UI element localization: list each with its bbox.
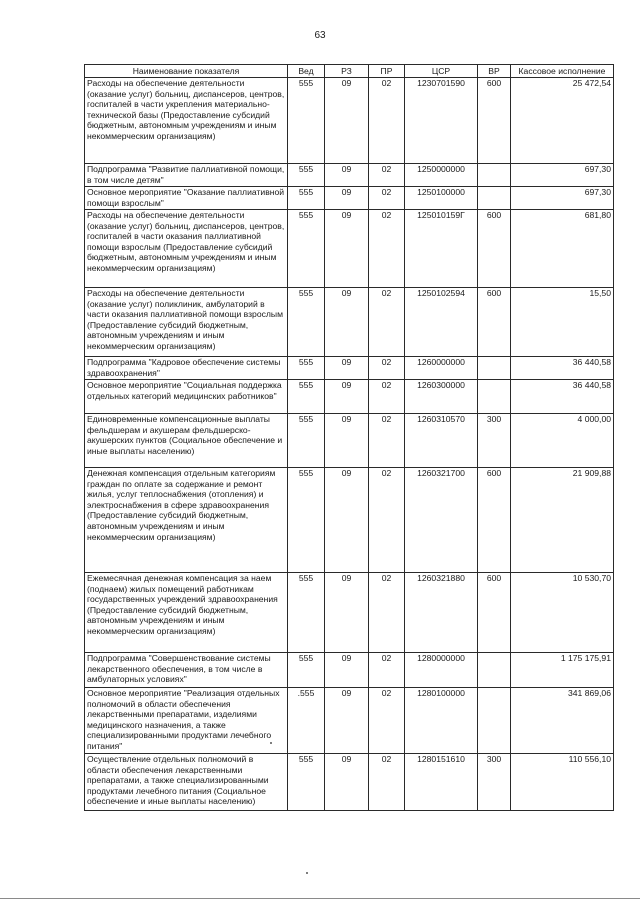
row-ved: 555 [288, 164, 325, 187]
row-amount: 21 909,88 [511, 468, 614, 573]
table-row [85, 288, 614, 357]
row-vr [478, 164, 511, 187]
row-ved: 555 [288, 357, 325, 380]
row-ved: 555 [288, 78, 325, 164]
budget-execution-table [84, 64, 614, 811]
row-pr: 02 [369, 414, 405, 468]
row-name: Расходы на обеспечение деятельности (оказание услуг) больниц, диспансеров, центров, госпиталей в части оказания паллиативной помощи взрослым (Предоставление субсидий бюджетным, автономным учреждениям и иным некоммерческим организациям) [85, 210, 288, 288]
row-ved: 555 [288, 288, 325, 357]
row-pr: 02 [369, 164, 405, 187]
row-name: Подпрограмма "Кадровое обеспечение системы здравоохранения" [85, 357, 288, 380]
row-csr: 1250102594 [405, 288, 478, 357]
row-name: Денежная компенсация отдельным категориям граждан по оплате за содержание и ремонт жилья, услуг теплоснабжения (отопления) и электроснабжения в сфере здравоохранения (Предоставление субсидий бюджетным, автономным учреждениям и иным некоммерческим организациям) [85, 468, 288, 573]
row-amount: 36 440,58 [511, 357, 614, 380]
row-amount: 10 530,70 [511, 573, 614, 653]
row-rz: 09 [325, 754, 369, 811]
row-rz: 09 [325, 210, 369, 288]
row-rz: 09 [325, 380, 369, 414]
row-name: Ежемесячная денежная компенсация за наем (поднаем) жилых помещений работникам государственных учреждений здравоохранения (Предоставление субсидий бюджетным, автономным учреждениям и иным некоммерческим организациям) [85, 573, 288, 653]
table-row [85, 380, 614, 414]
row-rz: 09 [325, 288, 369, 357]
row-ved: 555 [288, 187, 325, 210]
table-row [85, 688, 614, 754]
row-rz: 09 [325, 688, 369, 754]
row-amount: 110 556,10 [511, 754, 614, 811]
table-row [85, 414, 614, 468]
row-vr: 600 [478, 573, 511, 653]
row-pr: 02 [369, 468, 405, 573]
row-csr: 1260000000 [405, 357, 478, 380]
row-vr: 300 [478, 754, 511, 811]
row-rz: 09 [325, 78, 369, 164]
header-ved: Вед [288, 65, 325, 78]
row-csr: 1260321700 [405, 468, 478, 573]
row-csr: 1260310570 [405, 414, 478, 468]
row-rz: 09 [325, 653, 369, 688]
row-rz: 09 [325, 573, 369, 653]
row-name: Основное мероприятие "Социальная поддержка отдельных категорий медицинских работников" [85, 380, 288, 414]
row-amount: 681,80 [511, 210, 614, 288]
row-pr: 02 [369, 688, 405, 754]
row-rz: 09 [325, 187, 369, 210]
table-header-row [85, 65, 614, 78]
page-number: 63 [314, 30, 326, 41]
row-rz: 09 [325, 414, 369, 468]
row-amount: 15,50 [511, 288, 614, 357]
table-row [85, 78, 614, 164]
table-row [85, 357, 614, 380]
scan-speck [306, 872, 308, 874]
table-row [85, 573, 614, 653]
row-vr: 600 [478, 210, 511, 288]
row-amount: 36 440,58 [511, 380, 614, 414]
row-amount: 25 472,54 [511, 78, 614, 164]
row-pr: 02 [369, 573, 405, 653]
row-ved: 555 [288, 573, 325, 653]
row-name: Подпрограмма "Совершенствование системы лекарственного обеспечения, в том числе в амбулаторных условиях" [85, 653, 288, 688]
row-csr: 1280151610 [405, 754, 478, 811]
table-row [85, 653, 614, 688]
header-pr: ПР [369, 65, 405, 78]
row-pr: 02 [369, 754, 405, 811]
row-csr: 1280000000 [405, 653, 478, 688]
row-vr: 600 [478, 288, 511, 357]
row-csr: 1250100000 [405, 187, 478, 210]
row-rz: 09 [325, 357, 369, 380]
scan-speck [270, 742, 272, 744]
row-ved: 555 [288, 468, 325, 573]
header-name: Наименование показателя [85, 65, 288, 78]
row-csr: 125010159Г [405, 210, 478, 288]
row-vr: 600 [478, 468, 511, 573]
row-ved: 555 [288, 414, 325, 468]
row-amount: 4 000,00 [511, 414, 614, 468]
row-name: Расходы на обеспечение деятельности (оказание услуг) больниц, диспансеров, центров, госпиталей в части укрепления материально-технической базы (Предоставление субсидий бюджетным, автономным учреждениям и иным некоммерческим организациям) [85, 78, 288, 164]
header-vr: ВР [478, 65, 511, 78]
row-name: Основное мероприятие "Оказание паллиативной помощи взрослым" [85, 187, 288, 210]
header-amount: Кассовое исполнение [511, 65, 614, 78]
table-row [85, 164, 614, 187]
row-pr: 02 [369, 380, 405, 414]
row-name: Основное мероприятие "Реализация отдельных полномочий в области обеспечения лекарственными препаратами, изделиями медицинского назначения, а также специализированными продуктами лечебного питания" [85, 688, 288, 754]
scan-artifact-line [0, 898, 640, 899]
table-row [85, 468, 614, 573]
row-amount: 697,30 [511, 164, 614, 187]
row-pr: 02 [369, 288, 405, 357]
row-amount: 341 869,06 [511, 688, 614, 754]
row-vr [478, 688, 511, 754]
row-name: Единовременные компенсационные выплаты фельдшерам и акушерам фельдшерско-акушерских пунктов (Социальное обеспечение и иные выплаты населению) [85, 414, 288, 468]
row-rz: 09 [325, 468, 369, 573]
row-vr [478, 357, 511, 380]
row-ved: 555 [288, 653, 325, 688]
row-name: Осуществление отдельных полномочий в области обеспечения лекарственными препаратами, а также специализированными продуктами лечебного питания (Социальное обеспечение и иные выплаты населению) [85, 754, 288, 811]
table-row [85, 754, 614, 811]
row-csr: 1230701590 [405, 78, 478, 164]
row-name: Подпрограмма "Развитие паллиативной помощи, в том числе детям" [85, 164, 288, 187]
row-ved: 555 [288, 210, 325, 288]
table-row [85, 210, 614, 288]
row-csr: 1260300000 [405, 380, 478, 414]
row-vr [478, 653, 511, 688]
row-amount: 1 175 175,91 [511, 653, 614, 688]
header-csr: ЦСР [405, 65, 478, 78]
row-vr [478, 380, 511, 414]
row-rz: 09 [325, 164, 369, 187]
row-csr: 1250000000 [405, 164, 478, 187]
row-vr: 600 [478, 78, 511, 164]
row-vr [478, 187, 511, 210]
table-row [85, 187, 614, 210]
row-ved: 555 [288, 754, 325, 811]
row-pr: 02 [369, 210, 405, 288]
row-pr: 02 [369, 187, 405, 210]
row-amount: 697,30 [511, 187, 614, 210]
header-rz: РЗ [325, 65, 369, 78]
row-csr: 1260321880 [405, 573, 478, 653]
row-ved: .555 [288, 688, 325, 754]
row-pr: 02 [369, 357, 405, 380]
row-pr: 02 [369, 78, 405, 164]
row-ved: 555 [288, 380, 325, 414]
row-csr: 1280100000 [405, 688, 478, 754]
row-name: Расходы на обеспечение деятельности (оказание услуг) поликлиник, амбулаторий в части оказания паллиативной помощи взрослым (Предоставление субсидий бюджетным, автономным учреждениям и иным некоммерческим организациям) [85, 288, 288, 357]
row-pr: 02 [369, 653, 405, 688]
row-vr: 300 [478, 414, 511, 468]
